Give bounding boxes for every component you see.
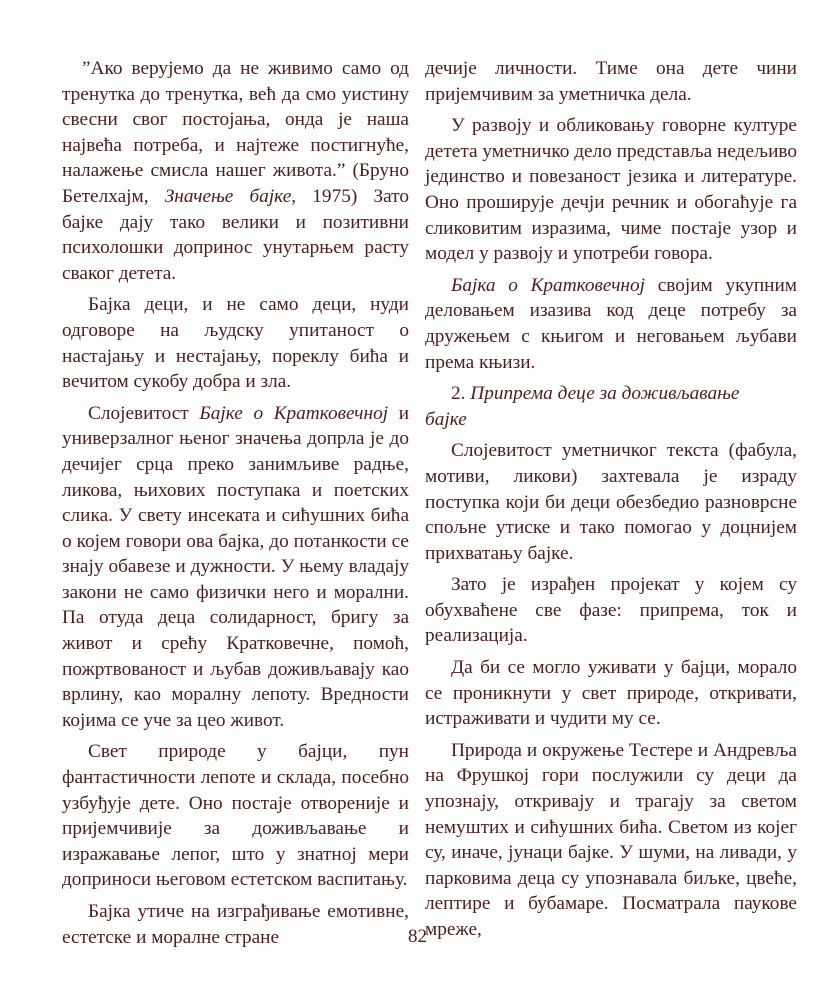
section-title: Припрема деце за доживљавање <box>470 383 740 405</box>
paragraph-quote <box>62 56 409 286</box>
paragraph: дечије личности. Тиме она дете чини пријемчивим за уметничка дела. <box>425 58 797 105</box>
paragraph <box>425 273 797 375</box>
section-number: 2. <box>451 383 471 405</box>
paragraph: Природа и окружење Тестере и Андревља на Фрушкој гори послужили су деци да упознају, откривају и трагају за светом немуштих и сићушних бића. Светом из којег су, иначе, јунаци бајке. У шуми, на ливади, у парковима деца су упознавала биљке, цвеће, лептире и бубамаре. Посматрала паукове мреже, <box>425 739 797 940</box>
book-title-italic: Бајка о Кратковечној <box>451 274 645 296</box>
book-title-italic: Бајке о Кратковечној <box>199 402 389 424</box>
text-run: својим укупним деловањем изазива код деце потребу за дружењем с књигом и неговањем љубави према књизи. <box>425 274 797 373</box>
text-run: ”Ако верујемо да не живимо само од тренутка до тренутка, већ да смо уистину свесни свог постојања, онда је наша највећа потреба, и најтеже постигнуће, налажење смисла нашег живота.” (Бруно Бетелхајм, <box>62 58 409 207</box>
section-heading <box>425 381 797 432</box>
paragraph: Слојевитост уметничког текста (фабула, мотиви, ликови) захтевала је израду поступка који би деци обезбедио разноврсне спољне утиске и тако помогао у доцнијем прихватању бајке. <box>425 440 797 564</box>
left-column <box>62 56 409 956</box>
section-title-continuation: бајке <box>425 408 467 430</box>
paragraph: Бајка утиче на изграђивање емотивне, естетске и моралне стране <box>62 901 409 948</box>
text-run: Слојевитост <box>88 402 200 424</box>
text-run: и универзалног њеног значења допрла је до дечијег срца преко занимљиве радње, ликова, њихових поступака и поетских слика. У свету инсеката и сићушних бића о којем говори ова бајка, до потанкости се знају обавезе и дужности. У њему владају закони не само физички него и морални. Па отуда деца солидарност, бригу за живот и срећу Кратковечне, помоћ, пожртвованост и љубав доживљавају као врлину, као моралну лепоту. Вредности којима се уче за цео живот. <box>62 402 410 731</box>
right-column <box>425 56 797 949</box>
paragraph: Бајка деци, и не само деци, нуди одговоре на људску упитаност о настајању и нестајању, пореклу бића и вечитом сукобу добра и зла. <box>62 294 409 393</box>
paragraph: Зато је израђен пројекат у којем су обухваћене све фазе: припрема, ток и реализација. <box>425 574 797 647</box>
book-title-italic: Значење бајке, <box>164 185 297 207</box>
paragraph: У развоју и обликовању говорне културе детета уметничко дело представља недељиво јединство и повезаност језика и литературе. Оно проширује дечји речник и обогаћује га сликовитим изразима, чиме постаје узор и модел у развоју и употреби говора. <box>425 115 797 265</box>
paragraph: Да би се могло уживати у бајци, морало се проникнути у свет природе, откривати, истраживати и чудити му се. <box>425 657 797 730</box>
text-run: 1975) Зато бајке дају тако велики и позитивни психолошки допринос унутарњем расту сваког детета. <box>62 185 409 284</box>
page-number: 82 <box>408 926 427 947</box>
paragraph: Свет природе у бајци, пун фантастичности лепоте и склада, посебно узбуђује дете. Оно постаје отвореније и пријемчивије за доживљавање и изражавање лепог, што у знатној мери доприноси његовом естетском васпитању. <box>62 741 409 891</box>
paragraph <box>62 401 409 734</box>
